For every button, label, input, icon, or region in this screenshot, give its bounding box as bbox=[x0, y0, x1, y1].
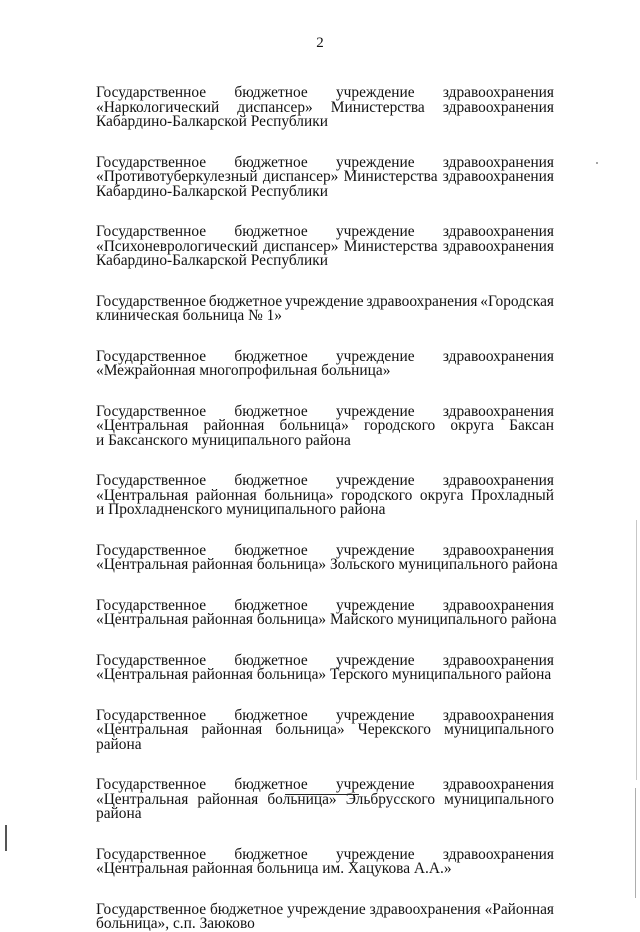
entry-line: Кабардино-Балкарской Республики bbox=[96, 182, 328, 200]
entry-line: и Прохладненского муниципального района bbox=[96, 501, 386, 518]
institution-entry bbox=[96, 292, 554, 324]
scan-artifact-right bbox=[636, 520, 638, 780]
entry-line: Государственное бюджетное учреждение здравоохранения bbox=[96, 223, 554, 240]
institution-entry bbox=[96, 402, 554, 449]
entry-line: Государственное бюджетное учреждение здравоохранения bbox=[96, 84, 554, 101]
entry-line: Кабардино-Балкарской Республики bbox=[96, 113, 328, 130]
scan-artifact-left bbox=[5, 825, 7, 851]
entry-line: «Центральная районная больница» Терского муниципального района bbox=[96, 666, 552, 683]
entry-line: и Баксанского муниципального района bbox=[96, 431, 351, 449]
entry-line: «Центральная районная больница» Майского муниципального района bbox=[96, 611, 557, 628]
institution-entry bbox=[96, 225, 554, 269]
entry-line: Государственное бюджетное учреждение здравоохранения bbox=[96, 347, 554, 365]
institution-entry bbox=[96, 706, 554, 753]
entry-line: Государственное бюджетное учреждение здравоохранения bbox=[96, 402, 554, 420]
institution-entry bbox=[96, 845, 554, 877]
entry-line: района bbox=[96, 805, 142, 822]
institution-list bbox=[96, 84, 558, 932]
entry-line: Кабардино-Балкарской Республики bbox=[96, 252, 328, 269]
entry-line: Государственное бюджетное учреждение здравоохранения bbox=[96, 472, 554, 489]
entry-line: Государственное бюджетное учреждение здравоохранения «Районная bbox=[96, 900, 554, 918]
institution-entry bbox=[96, 541, 558, 573]
entry-line: «Центральная районная больница» городского округа Баксан bbox=[96, 417, 554, 434]
entry-line: Государственное бюджетное учреждение здравоохранения «Городская bbox=[96, 292, 554, 310]
entry-line: «Центральная районная больница» Зольского муниципального района bbox=[96, 556, 558, 573]
entry-line: Государственное бюджетное учреждение здравоохранения bbox=[96, 706, 554, 724]
entry-line: Государственное бюджетное учреждение здравоохранения bbox=[96, 596, 554, 614]
institution-entry bbox=[96, 153, 554, 200]
entry-line: больница», с.п. Заюково bbox=[96, 915, 255, 932]
entry-line: «Центральная районная больница» Черекского муниципального bbox=[96, 721, 554, 738]
institution-entry bbox=[96, 778, 554, 822]
entry-line: «Наркологический диспансер» Министерства здравоохранения bbox=[96, 98, 554, 116]
entry-line: клиническая больница № 1» bbox=[96, 307, 282, 324]
institution-entry bbox=[96, 596, 557, 628]
entry-line: «Психоневрологический диспансер» Министерства здравоохранения bbox=[96, 237, 554, 255]
institution-entry bbox=[96, 651, 554, 683]
institution-entry bbox=[96, 474, 554, 518]
institution-entry bbox=[96, 86, 554, 130]
entry-line: «Центральная районная больница им. Хацукова А.А.» bbox=[96, 860, 452, 877]
scan-artifact-dot bbox=[596, 162, 598, 164]
entry-line: Государственное бюджетное учреждение здравоохранения bbox=[96, 845, 554, 863]
entry-line: района bbox=[96, 735, 142, 753]
entry-line: «Противотуберкулезный диспансер» Министерства здравоохранения bbox=[96, 168, 554, 185]
entry-line: Государственное бюджетное учреждение здравоохранения bbox=[96, 651, 554, 669]
institution-entry bbox=[96, 900, 554, 932]
page-number: 2 bbox=[316, 35, 324, 51]
entry-line: Государственное бюджетное учреждение здравоохранения bbox=[96, 776, 554, 793]
entry-line: Государственное бюджетное учреждение здравоохранения bbox=[96, 153, 554, 171]
entry-line: «Центральная районная больница» городского округа Прохладный bbox=[96, 486, 554, 504]
scan-artifact-right-lower bbox=[635, 788, 637, 898]
entry-line: «Межрайонная многопрофильная больница» bbox=[96, 362, 391, 379]
entry-line: Государственное бюджетное учреждение здравоохранения bbox=[96, 541, 554, 559]
entry-line: «Центральная районная больница» Эльбрусского муниципального bbox=[96, 790, 554, 808]
institution-entry bbox=[96, 347, 554, 379]
end-separator-line bbox=[285, 794, 359, 795]
